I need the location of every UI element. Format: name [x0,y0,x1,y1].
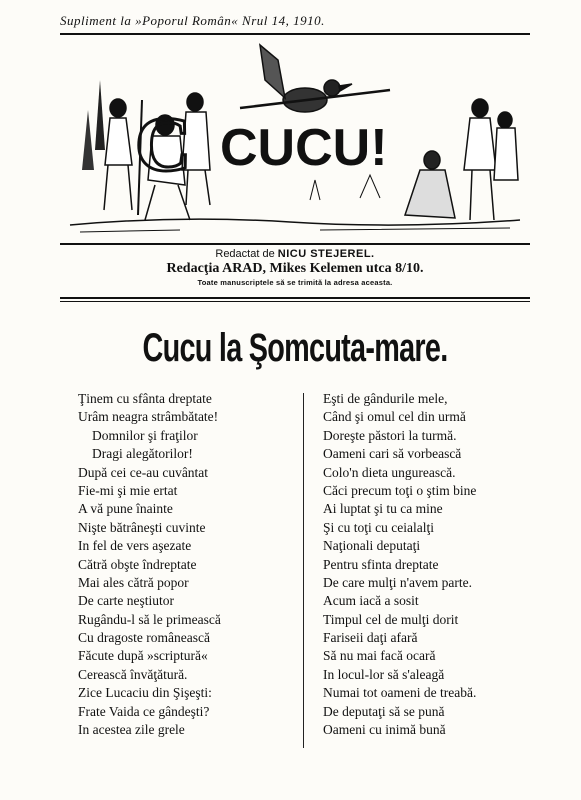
poem-line: In acestea zile grele [78,722,185,738]
credits-rule-2 [60,301,530,302]
poem-line: Frate Vaida ce gândeşti? [78,703,210,719]
poem-line: Zice Lucaciu din Şişeşti: [78,685,212,701]
manuscript-note: Toate manuscriptele să se trimită la adresa aceasta. [197,278,393,287]
supplement-line: Supliment la »Poporul Român« Nrul 14, 1910. [60,13,325,28]
poem-line: Nişte bătrâneşti cuvinte [78,519,206,535]
svg-text:C: C [135,100,192,187]
cuckoo-bird [240,45,390,112]
poem-line: Timpul cel de mulţi dorit [323,611,459,627]
poem-line: Colo'n dieta ungurească. [323,464,456,480]
poem-line: Când şi omul cel din urmă [323,409,466,425]
poem-line: Pentru sfinta dreptate [323,556,439,572]
poem-line: Fie-mi şi mie ertat [78,482,178,498]
editor-name: NICU STEJEREL. [277,248,375,260]
poem-title: Cucu la Şomcuta-mare. [142,326,448,370]
seated-woman-figure [405,151,455,218]
poem-line: Cătră obşte îndreptate [78,556,197,572]
poem-line: De carte neştiutor [78,593,174,609]
poem-line: Urâm neagra strâmbătate! [78,409,219,425]
poem-line: Făcute după »scriptură« [78,648,208,664]
poem-line: Cu dragoste românească [78,630,210,646]
poem-line: Oameni cu inimă bună [323,722,446,738]
poem-line: Numai tot oameni de treabă. [323,685,477,701]
poem-line: A vă pune înainte [78,501,173,517]
poem-line: Fariseii daţi afară [323,630,418,646]
poem-line: In fel de vers aşezate [78,538,192,554]
poem-line: Doreşte păstori la turmă. [323,427,457,443]
credits-block [60,248,530,287]
poem-line: După cei ce-au cuvântat [78,464,209,480]
poem-right-column [323,390,523,739]
credits-rule-1 [60,297,530,299]
poem-line: Eşti de gândurile mele, [323,391,448,406]
poem-line: Căci precum toţi o ştim bine [323,482,477,498]
poem-line: Ţinem cu sfânta dreptate [78,391,212,406]
peasant-figure-right [464,99,518,220]
column-divider [303,393,304,748]
poem-line: Acum iacă a sosit [323,593,419,609]
poem-line: Mai ales cătră popor [78,574,189,590]
editor-prefix: Redactat de [215,248,275,260]
editorial-address: Redacţia ARAD, Mikes Kelemen utca 8/10. [166,261,424,276]
poem-line: Domnilor şi fraţilor [92,427,198,443]
poem-line: Naţionali deputaţi [323,538,421,554]
poem-line: Oameni cari să vorbească [323,446,462,462]
poem-line: Ai luptat şi tu ca mine [323,501,443,517]
masthead-bottom-rule [60,243,530,245]
top-rule [60,33,530,35]
poem-line: Şi cu toţi cu ceialalţi [323,519,434,535]
poem-line: Dragi alegătorilor! [92,446,193,462]
poem-line: De care mulţi n'avem parte. [323,574,472,590]
poem-left-column [78,390,298,739]
masthead-title: CUCU! [220,119,388,177]
poem-line: In locul-lor să s'aleagă [323,666,445,682]
poem-line: Să nu mai facă ocară [323,648,436,664]
editor-line [60,248,530,260]
poem-line: De deputaţi să se pună [323,703,445,719]
poem-line: Rugându-l să le primească [78,611,221,627]
poem-line: Cerească învăţătură. [78,666,188,682]
masthead-illustration [60,40,530,240]
